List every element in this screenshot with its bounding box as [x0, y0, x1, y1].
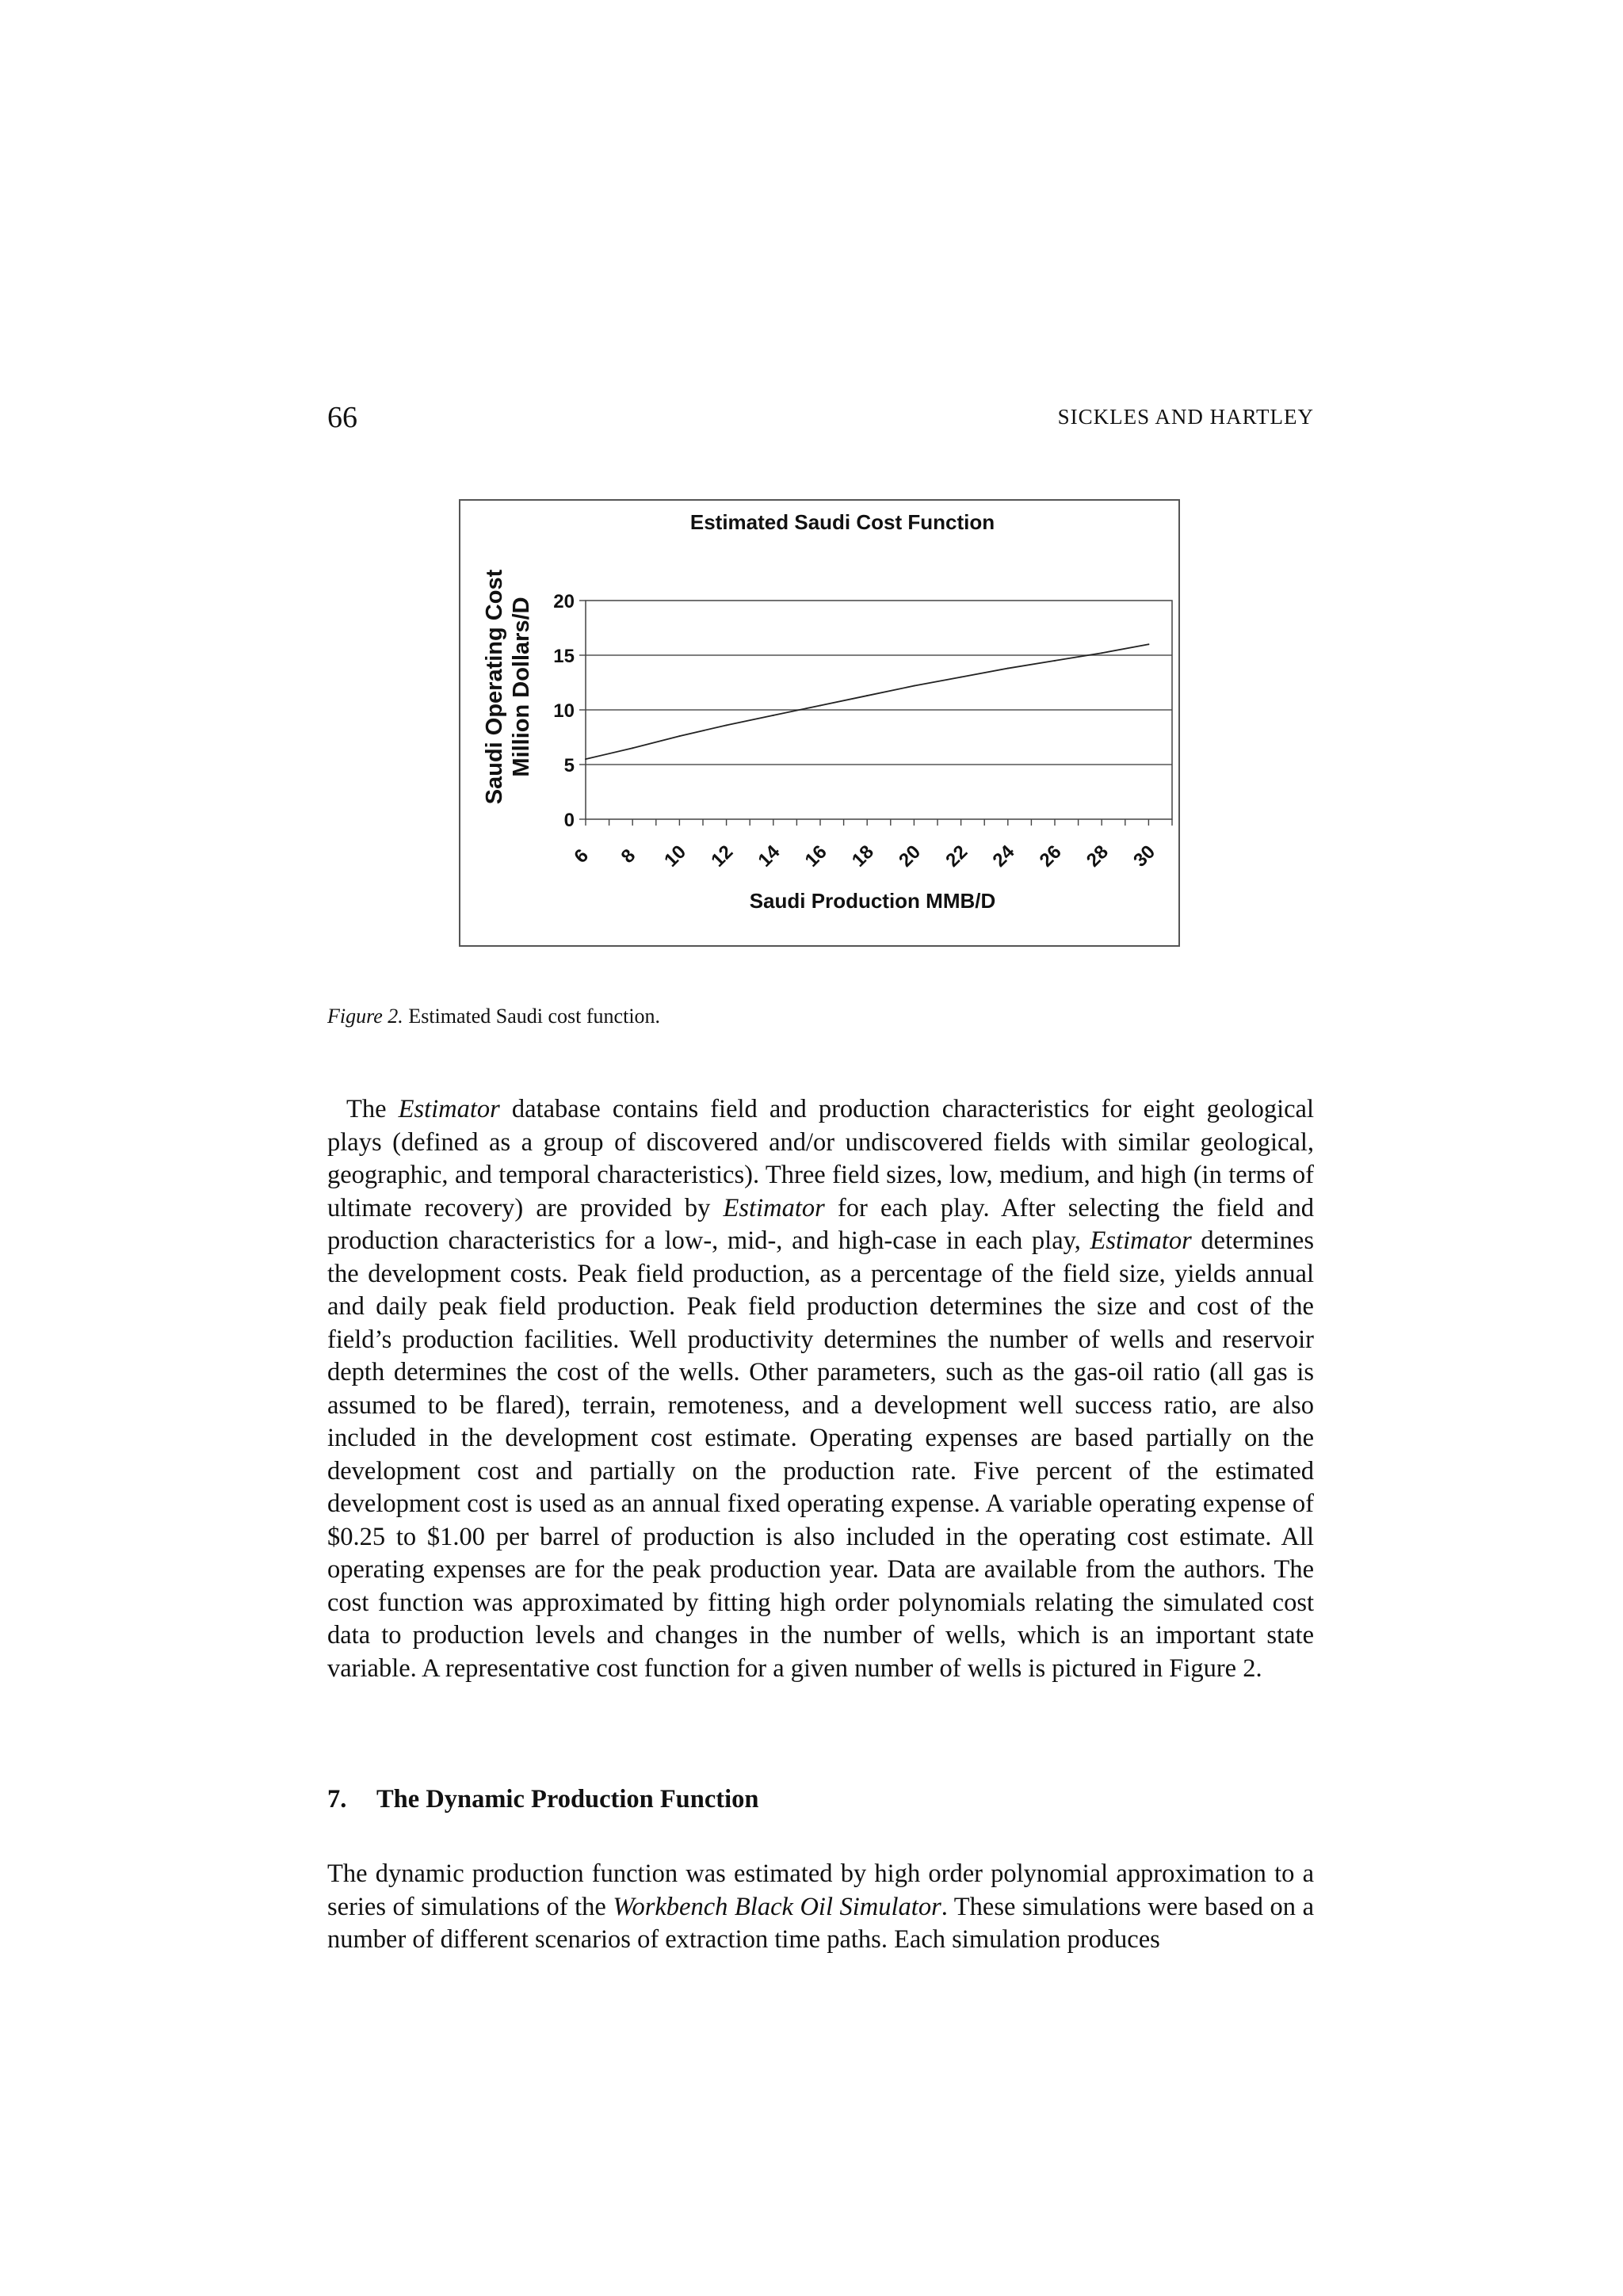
- data-point: [632, 747, 633, 749]
- x-tick-label: 8: [617, 845, 640, 868]
- figure-chart-frame: [459, 499, 1180, 947]
- paragraph-2-run: . These simulations were based on a number of different scenarios of extraction time paths. Each simulation produces: [327, 1892, 1315, 1954]
- data-point: [585, 758, 586, 760]
- x-tick-label: 10: [660, 841, 691, 871]
- x-tick-label: 6: [570, 845, 593, 868]
- data-point: [1054, 660, 1056, 662]
- x-tick-label: 18: [847, 841, 878, 871]
- paragraph-1-run: The: [346, 1095, 399, 1123]
- data-point: [678, 735, 680, 737]
- page-number: 66: [327, 401, 357, 434]
- x-tick-label: 26: [1035, 841, 1066, 871]
- y-tick-label: 5: [563, 755, 575, 776]
- section-title: The Dynamic Production Function: [376, 1785, 759, 1814]
- x-tick-label: 14: [754, 841, 785, 871]
- data-point: [1148, 643, 1149, 645]
- y-axis-label-line-2: Million Dollars/D: [509, 597, 534, 777]
- x-tick-label: 20: [895, 841, 926, 871]
- tick-layer: [553, 591, 1172, 871]
- x-tick-label: 12: [707, 841, 738, 871]
- paragraph-1-run: determines the development costs. Peak field production, as a percentage of the field size, yields annual and daily peak field production. Peak field production determines the size and cost of the field’s production facilities. Well productivity determines the number of wells and reservoir depth determines the cost of the wells. Other parameters, such as the gas-oil ratio (all gas is assumed to be flared), terrain, remoteness, and a development well success ratio, are also included in the development cost estimate. Operating expenses are based partially on the development cost and partially on the production rate. Five percent of the estimated development cost is used as an annual fixed operating expense. A variable operating expense of $0.25 to $1.00 per barrel of production is also included in the operating cost estimate. All operating expenses are for the peak production year. Data are available from the authors. The cost function was approximated by fitting high order polynomials relating the simulated cost data to production levels and changes in the number of wells, which is an important state variable. A representative cost function for a given number of wells is pictured in Figure 2.: [327, 1226, 1314, 1683]
- data-point: [866, 695, 868, 696]
- x-tick-label: 22: [941, 841, 972, 871]
- paragraph-1-run: for each play. After selecting the field and production characteristics for a low-, mid-, and high-case in each play,: [327, 1193, 1314, 1255]
- y-tick-label: 10: [553, 700, 575, 722]
- paragraph-1-run: Estimator: [398, 1095, 500, 1123]
- data-point: [773, 715, 774, 716]
- data-point: [913, 685, 915, 687]
- y-tick-label: 20: [553, 591, 575, 612]
- section-number: 7.: [327, 1785, 347, 1814]
- grid-layer: [586, 655, 1172, 765]
- chart-title: Estimated Saudi Cost Function: [689, 510, 995, 534]
- y-axis-label-group: [482, 569, 534, 804]
- body-paragraph-2: [327, 1858, 1314, 1957]
- data-point: [1101, 652, 1102, 654]
- figure-caption-label: Figure 2.: [327, 1005, 403, 1028]
- y-tick-label: 0: [563, 810, 575, 831]
- cost-function-chart: [460, 501, 1178, 945]
- x-tick-label: 28: [1082, 841, 1113, 871]
- y-tick-label: 15: [553, 646, 575, 667]
- data-point: [819, 704, 821, 706]
- series-layer: [585, 643, 1149, 760]
- paragraph-1-run: Estimator: [723, 1193, 825, 1222]
- paragraph-1-run: database contains field and production characteristics for eight geological plays (defined as a group of discovered and/or undiscovered fields with similar geological, geographic, and temporal characteristics). Three field sizes, low, medium, and high (in terms of ultimate recovery) are provided by: [327, 1095, 1315, 1222]
- y-axis-label-line-1: Saudi Operating Cost: [482, 569, 507, 805]
- section-heading: [327, 1785, 758, 1814]
- paragraph-2-run: Workbench Black Oil Simulator: [613, 1892, 941, 1921]
- running-head: SICKLES AND HARTLEY: [1057, 405, 1314, 429]
- page-header: [327, 400, 1314, 435]
- figure-caption: [327, 1005, 660, 1028]
- x-tick-label: 24: [988, 841, 1019, 871]
- figure-caption-text: Estimated Saudi cost function.: [408, 1005, 661, 1028]
- data-point: [726, 724, 727, 726]
- series-line-0: [586, 644, 1148, 759]
- paragraph-2-run: The dynamic production function was estimated by high order polynomial approximation to a series of simulations of the: [327, 1859, 1314, 1921]
- x-tick-label: 30: [1129, 841, 1160, 871]
- data-point: [1007, 668, 1009, 669]
- x-axis-label: Saudi Production MMB/D: [749, 889, 996, 913]
- paragraph-1-run: Estimator: [1090, 1226, 1192, 1255]
- x-tick-label: 16: [800, 841, 831, 871]
- data-point: [960, 677, 962, 678]
- body-paragraph-1: [327, 1093, 1314, 1685]
